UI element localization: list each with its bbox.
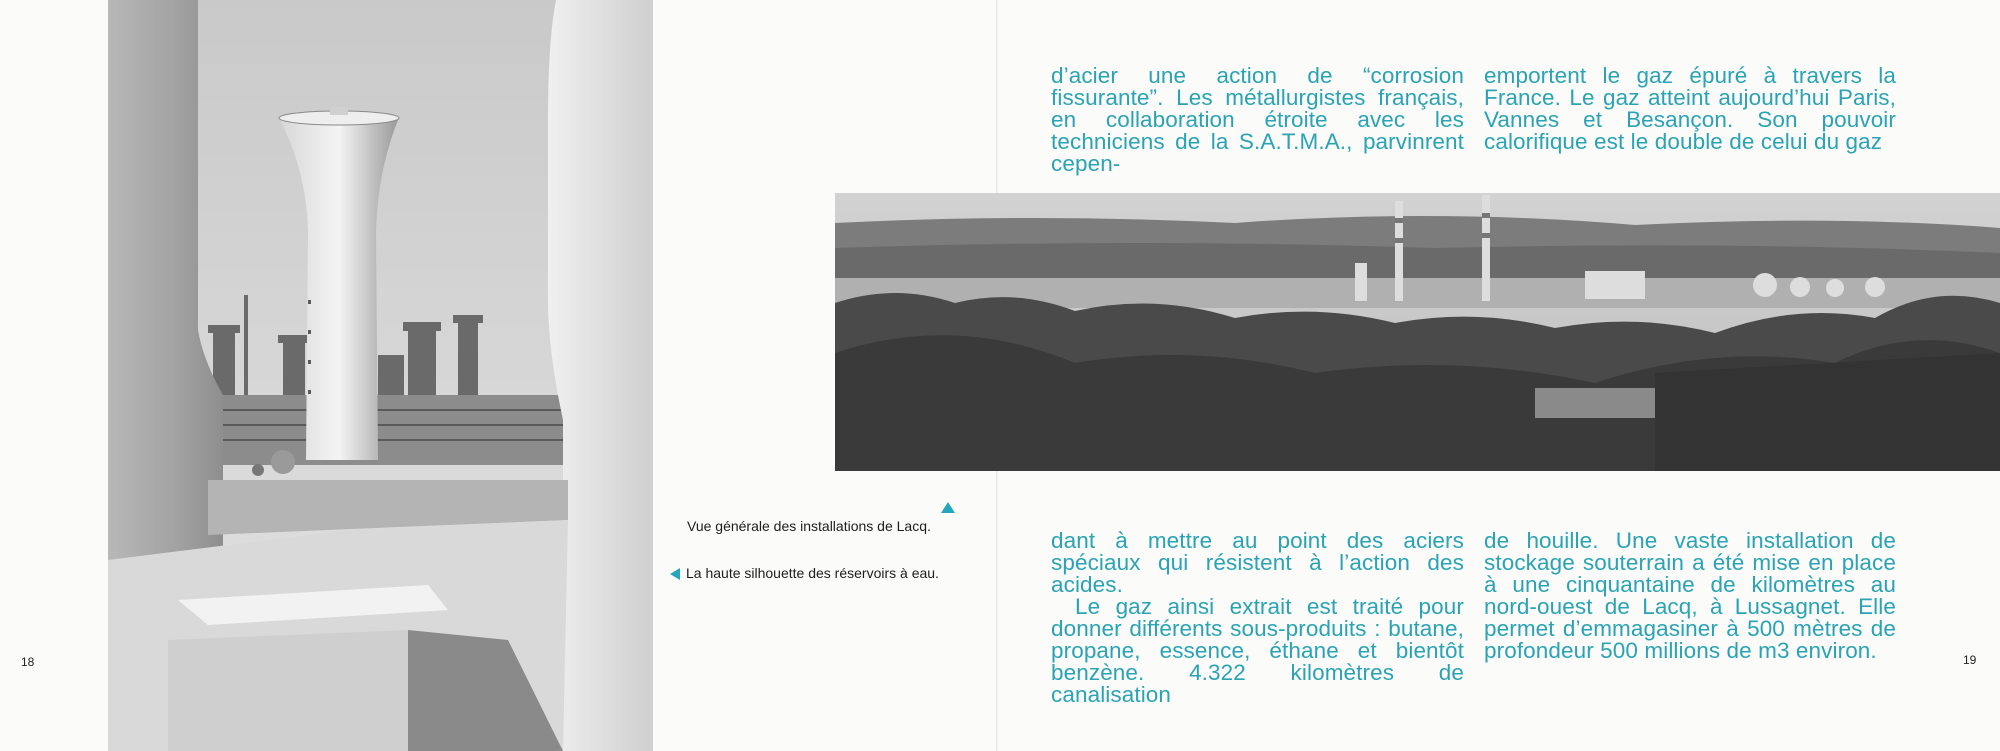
caption-general-view: Vue générale des installations de Lacq. <box>687 518 931 534</box>
text-column-2-bottom <box>1484 530 1896 662</box>
up-triangle-marker-icon <box>941 502 955 513</box>
paragraph: dant à mettre au point des aciers spéciaux qui résistent à l’action des acides. <box>1051 528 1464 597</box>
paragraph: emportent le gaz épuré à travers la France. Le gaz atteint aujourd’hui Paris, Vannes et Besançon. Son pouvoir calorifique est le double de celui du gaz <box>1484 63 1896 154</box>
paragraph: d’acier une action de “corrosion fissurante”. Les métallurgistes français, en collaboration étroite avec les techniciens de la S.A.T.M.A., parvinrent cepen- <box>1051 63 1464 176</box>
text-column-1-bottom <box>1051 530 1464 706</box>
water-tower-photo <box>108 0 653 751</box>
paragraph: de houille. Une vaste installation de stockage souterrain a été mise en place à une cinquantaine de kilomètres au nord-ouest de Lacq, à Lussagnet. Elle permet d’emmagasiner à 500 mètres de profondeur 500 millions de m3 environ. <box>1484 528 1896 663</box>
caption-water-tower: La haute silhouette des réservoirs à eau. <box>686 565 939 581</box>
left-triangle-marker-icon <box>670 568 680 580</box>
text-column-2-top <box>1484 65 1896 153</box>
paragraph: Le gaz ainsi extrait est traité pour donner différents sous-produits : butane, propane, essence, éthane et bientôt benzène. 4.322 kilomètres de canalisation <box>1051 594 1464 707</box>
page-number-left: 18 <box>21 655 35 669</box>
text-column-1-top <box>1051 65 1464 175</box>
lacq-panorama-photo <box>835 193 2000 471</box>
page-number-right: 19 <box>1963 653 1977 667</box>
